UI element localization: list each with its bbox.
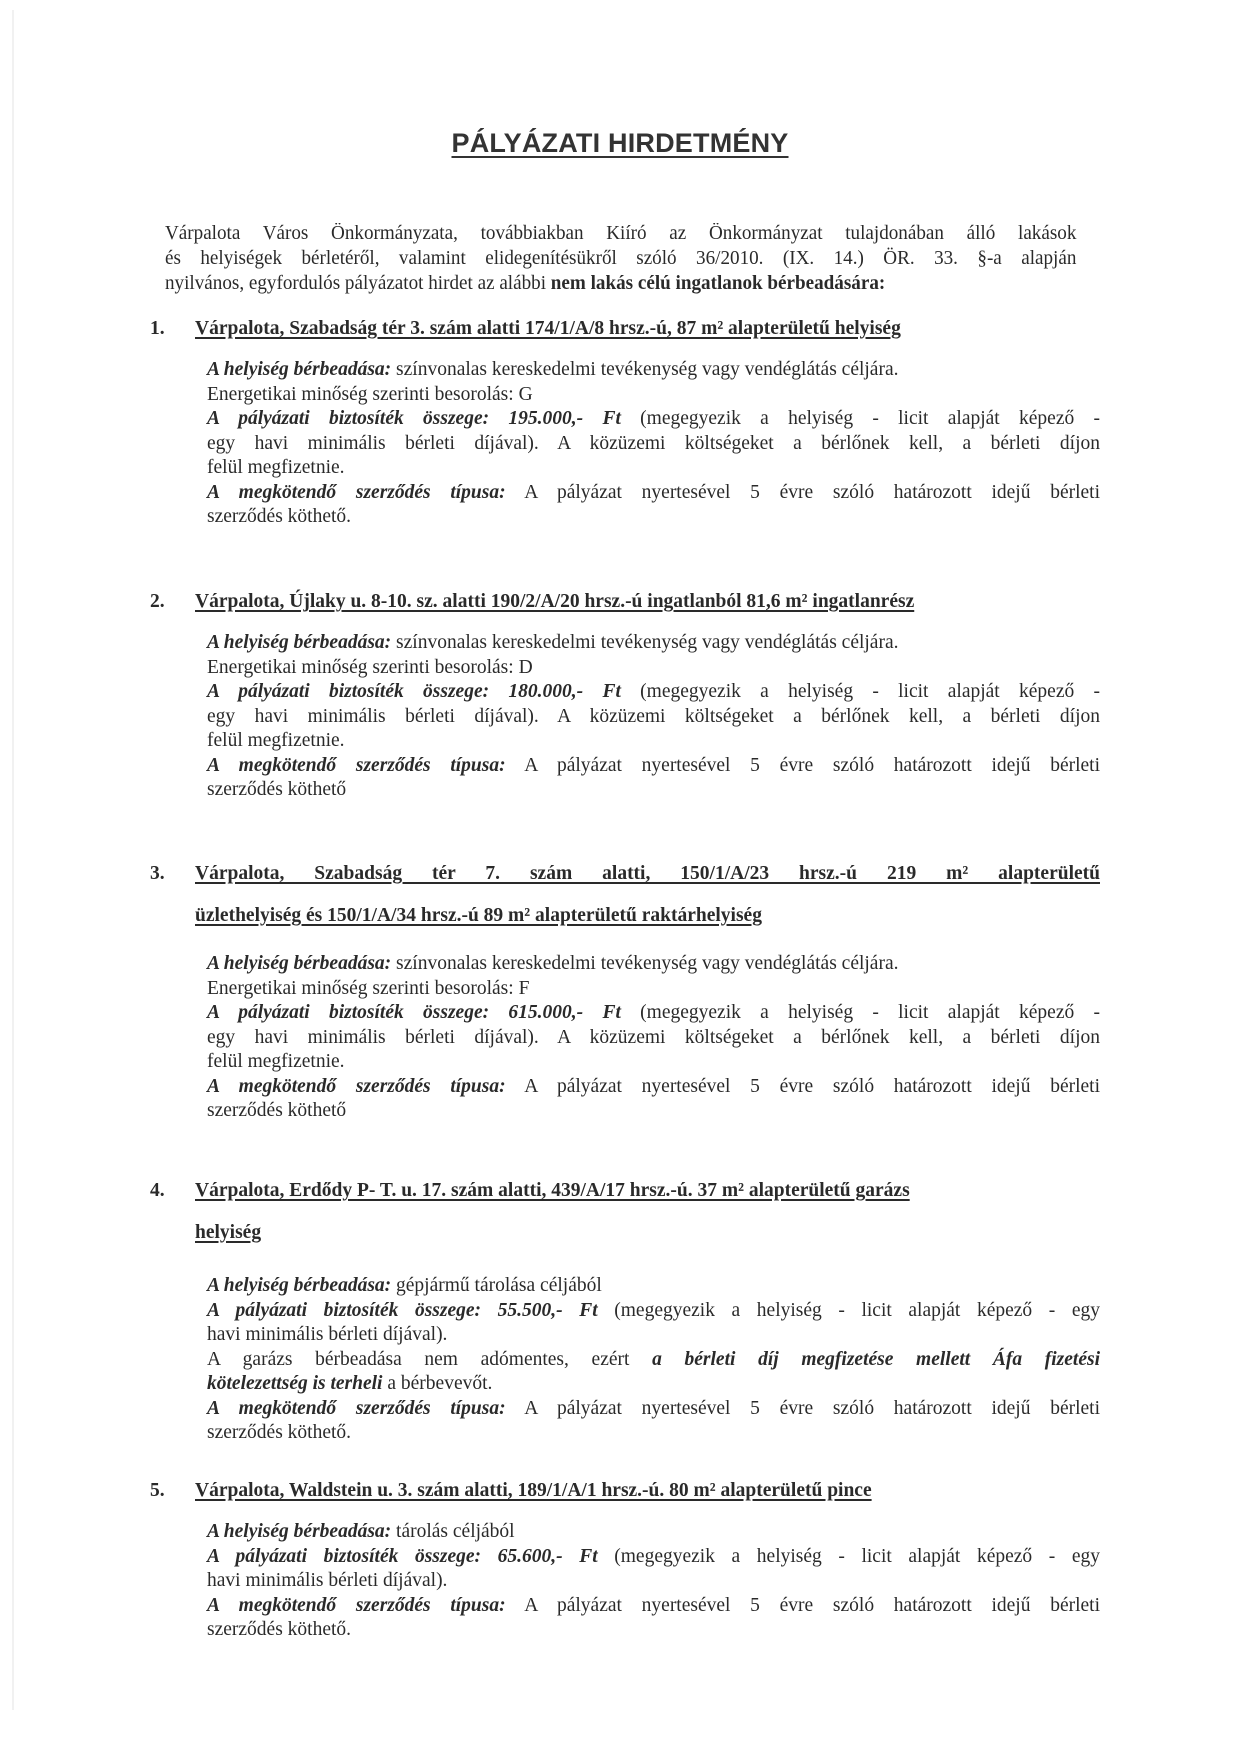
item-number: 1.	[150, 318, 165, 339]
intro-line	[165, 271, 1076, 296]
item-heading-continued: üzlethelyiség és 150/1/A/34 hrsz.-ú 89 m² alapterületű raktárhelyiség	[195, 905, 762, 926]
deposit-note: (megegyezik a helyiség - licit alapját képező - egy	[597, 1545, 1101, 1567]
deposit-note: (megegyezik a helyiség - licit alapját képező - egy	[597, 1299, 1101, 1321]
deposit-amount: 180.000,- Ft	[489, 681, 621, 702]
deposit-label: A pályázati biztosíték összege:	[207, 1545, 482, 1567]
deposit-note: (megegyezik a helyiség - licit alapját képező -	[620, 681, 1101, 702]
item-heading: Várpalota, Újlaky u. 8-10. sz. alatti 190/2/A/20 hrsz.-ú ingatlanból 81,6 m² ingatlanrész	[195, 591, 915, 612]
item-heading: Várpalota, Szabadság tér 3. szám alatti 174/1/A/8 hrsz.-ú, 87 m² alapterületű helyiség	[195, 318, 901, 339]
item-heading: Várpalota, Szabadság tér 7. szám alatti, 150/1/A/23 hrsz.-ú 219 m² alapterületű	[195, 863, 1100, 884]
contract-value: A pályázat nyertesével 5 évre szóló határozott idejű bérleti	[505, 1075, 1100, 1097]
deposit-amount: 65.600,- Ft	[481, 1545, 598, 1567]
deposit-label: A pályázati biztosíték összege:	[207, 408, 490, 429]
deposit-amount: 195.000,- Ft	[489, 408, 621, 429]
deposit-note: egy havi minimális bérleti díjával). A közüzemi költségeket a bérlőnek kell, a bérleti díjon	[207, 705, 1100, 727]
item-heading: Várpalota, Erdődy P- T. u. 17. szám alatti, 439/A/17 hrsz.-ú. 37 m² alapterületű garázs	[195, 1180, 910, 1201]
energy-label: Energetikai minőség szerinti besorolás:	[207, 977, 514, 999]
purpose-label: A helyiség bérbeadása:	[207, 359, 392, 380]
vat-emphasis: kötelezettség is terheli	[207, 1373, 383, 1394]
item-body	[207, 631, 1100, 803]
purpose-label: A helyiség bérbeadása:	[207, 632, 392, 653]
purpose-value: tárolás céljából	[391, 1521, 515, 1542]
deposit-note: egy havi minimális bérleti díjával). A közüzemi költségeket a bérlőnek kell, a bérleti díjon	[207, 432, 1100, 454]
deposit-note: felül megfizetnie.	[207, 730, 345, 751]
item-number: 4.	[150, 1180, 165, 1201]
deposit-note: felül megfizetnie.	[207, 1051, 345, 1072]
purpose-label: A helyiség bérbeadása:	[207, 1521, 392, 1542]
intro-line: és helyiségek bérletéről, valamint elidegenítésükről szóló 36/2010. (IX. 14.) ÖR. 33. §-a alapján	[165, 248, 1077, 269]
deposit-note: egy havi minimális bérleti díjával). A közüzemi költségeket a bérlőnek kell, a bérleti díjon	[207, 1026, 1100, 1048]
contract-value: szerződés köthető	[207, 1100, 347, 1121]
purpose-label: A helyiség bérbeadása:	[207, 1275, 392, 1296]
page-title: PÁLYÁZATI HIRDETMÉNY	[451, 128, 789, 158]
vat-note: A garázs bérbeadása nem adómentes, ezért	[207, 1348, 653, 1370]
item-number: 3.	[150, 863, 165, 884]
contract-value: szerződés köthető.	[207, 506, 352, 527]
item-number: 5.	[150, 1480, 165, 1501]
contract-label: A megkötendő szerződés típusa:	[207, 481, 506, 503]
purpose-value: színvonalas kereskedelmi tevékenység vagy vendéglátás céljára.	[391, 953, 899, 974]
intro-text: nyilvános, egyfordulós pályázatot hirdet az alábbi	[165, 273, 551, 294]
deposit-label: A pályázati biztosíték összege:	[207, 681, 490, 702]
scan-edge-shadow	[12, 10, 14, 1710]
contract-value: szerződés köthető.	[207, 1619, 352, 1640]
item-body	[207, 952, 1100, 1124]
deposit-note: havi minimális bérleti díjával).	[207, 1324, 448, 1345]
contract-value: A pályázat nyertesével 5 évre szóló határozott idejű bérleti	[505, 754, 1100, 776]
item-heading-continued: helyiség	[195, 1222, 262, 1243]
contract-value: A pályázat nyertesével 5 évre szóló határozott idejű bérleti	[505, 1397, 1100, 1419]
vat-emphasis: a bérleti díj megfizetése mellett Áfa fizetési	[652, 1348, 1101, 1370]
energy-label: Energetikai minőség szerinti besorolás:	[207, 383, 514, 405]
contract-label: A megkötendő szerződés típusa:	[207, 1397, 506, 1419]
purpose-value: gépjármű tárolása céljából	[391, 1275, 602, 1296]
energy-value: F	[513, 977, 530, 999]
deposit-note: (megegyezik a helyiség - licit alapját képező -	[620, 1002, 1101, 1023]
item-body	[207, 358, 1100, 530]
contract-label: A megkötendő szerződés típusa:	[207, 1075, 506, 1097]
deposit-amount: 55.500,- Ft	[481, 1299, 598, 1321]
contract-value: szerződés köthető.	[207, 1422, 352, 1443]
purpose-value: színvonalas kereskedelmi tevékenység vagy vendéglátás céljára.	[391, 359, 899, 380]
purpose-label: A helyiség bérbeadása:	[207, 953, 392, 974]
deposit-label: A pályázati biztosíték összege:	[207, 1299, 482, 1321]
deposit-note: havi minimális bérleti díjával).	[207, 1570, 448, 1591]
contract-label: A megkötendő szerződés típusa:	[207, 754, 506, 776]
intro-emphasis: nem lakás célú ingatlanok bérbeadására:	[550, 273, 886, 294]
contract-value: A pályázat nyertesével 5 évre szóló határozott idejű bérleti	[505, 481, 1100, 503]
energy-value: G	[513, 383, 533, 405]
deposit-note: felül megfizetnie.	[207, 457, 345, 478]
contract-label: A megkötendő szerződés típusa:	[207, 1594, 506, 1616]
contract-value: szerződés köthető	[207, 779, 347, 800]
vat-note: a bérbevevőt.	[382, 1373, 493, 1394]
intro-paragraph	[165, 221, 1076, 296]
purpose-value: színvonalas kereskedelmi tevékenység vagy vendéglátás céljára.	[391, 632, 899, 653]
intro-line: Várpalota Város Önkormányzata, továbbiakban Kiíró az Önkormányzat tulajdonában álló lakások	[165, 223, 1077, 244]
item-number: 2.	[150, 591, 165, 612]
energy-value: D	[513, 656, 533, 678]
item-heading: Várpalota, Waldstein u. 3. szám alatti, 189/1/A/1 hrsz.-ú. 80 m² alapterületű pince	[195, 1480, 872, 1501]
deposit-label: A pályázati biztosíték összege:	[207, 1002, 490, 1023]
contract-value: A pályázat nyertesével 5 évre szóló határozott idejű bérleti	[505, 1594, 1100, 1616]
deposit-amount: 615.000,- Ft	[489, 1002, 621, 1023]
item-body	[207, 1520, 1100, 1643]
deposit-note: (megegyezik a helyiség - licit alapját képező -	[620, 408, 1101, 429]
energy-label: Energetikai minőség szerinti besorolás:	[207, 656, 514, 678]
item-body	[207, 1274, 1100, 1446]
